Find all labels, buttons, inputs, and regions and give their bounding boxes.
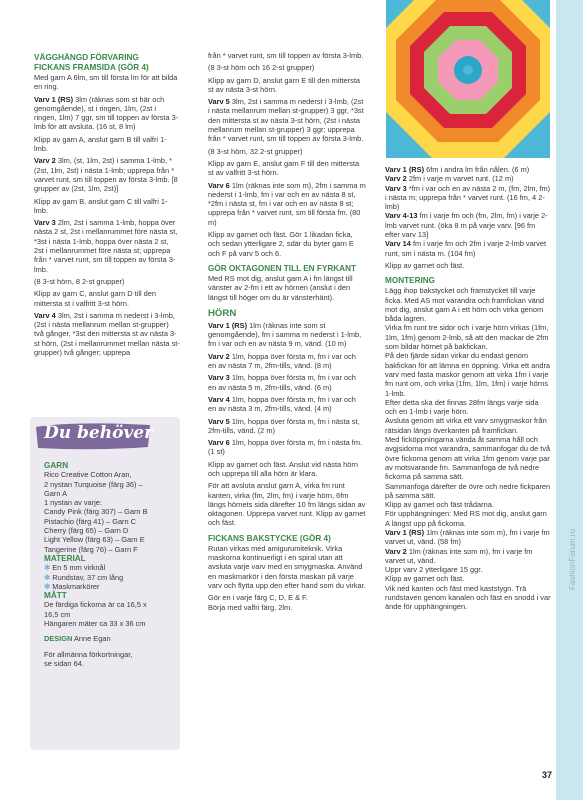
heading-corner: HÖRN [208, 307, 237, 319]
paragraph: Uppr varv 2 ytterligare 15 ggr. [385, 565, 483, 575]
bullet-icon: ✻ [44, 572, 53, 582]
round-instruction: Varv 2 2fm i varje m varvet runt. (12 m) [385, 174, 514, 184]
paragraph: Klipp av garnet och fäst. [385, 574, 465, 584]
note-line: För allmänna förkortningar, [44, 649, 133, 659]
paragraph: Klipp av garnet och fäst. Gör 1 likadan ficka, och sedan ytterligare 2, sdär du byter garn E och F på varv 5 och 6. [208, 230, 354, 258]
paragraph: För upphängningen: Med RS mot dig, anslut garn A längst upp på fickorna. [385, 509, 547, 528]
yarn-line: Light Yellow (färg 63) – Garn E [44, 535, 145, 545]
paragraph: Sammanfoga därefter de övre och nedre fickparen på samma sätt. [385, 481, 551, 500]
crochet-square-photo [386, 0, 550, 158]
column-2 [208, 51, 366, 615]
material-heading: MATERIAL [44, 553, 86, 563]
round-instruction: Varv 5 1lm, hoppa över första m, fm i nästa st, 2fm-tills, vänd. (2 m) [208, 416, 360, 435]
measurement-line: Hängaren mäter ca 33 x 36 cm [44, 619, 146, 629]
heading-octagon-to-square: GÖR OKTAGONEN TILL EN FYRKANT [208, 263, 356, 273]
yarn-line: Rico Creative Cotton Aran, [44, 470, 132, 480]
paragraph: Klipp av garn C, anslut garn D till den mittersta st i valfritt 3-st hörn. [34, 289, 157, 308]
yarn-heading: GARN [44, 461, 69, 470]
paragraph: Rutan virkas med amigurumiteknik. Virka maskorna kontinuerligt i en spiral utan att avsluta varje varv med en smygmaska. Använd en maskmarkör i den första maskan på varje varv och flytta upp den efter hand som du virkar. [208, 543, 366, 590]
watermark: FashionForum.ru [568, 529, 577, 590]
crochet-octagon-image [386, 0, 550, 158]
heading-wall-storage: VÄGGHÄNGD FÖRVARING [34, 53, 139, 62]
paragraph: (8 3-st hörn, 8 2-st grupper) [34, 276, 125, 286]
column-1 [34, 53, 180, 360]
paragraph: Klipp av garnet och fäst. [385, 260, 465, 270]
paragraph: Virka fm runt tre sidor och i varje hörn virkas (1fm, 1lm, 1fm) genom 2-lmb, så att den mackar de 2fm som bildar hörnet på bakfickan. [385, 323, 549, 352]
you-need-content [44, 461, 172, 668]
bullet-icon: ✻ [44, 563, 53, 573]
yarn-line: Cherry (färg 65) – Garn D [44, 526, 129, 536]
material-item: ✻ Maskmarkörer [44, 581, 100, 591]
round-instruction: Varv 3 *fm i var och en av nästa 2 m, (fm, 2lm, fm) i nästa m; upprepa från * varvet runt. (16 fm, 4 2-lmb) [385, 183, 551, 212]
round-instruction: Varv 1 (RS) 6fm i andra lm från nålen. (6 m) [385, 165, 530, 174]
paragraph: Avsluta genom att virka ett varv smygmaskor från rätsidan längs överkanten på framfickan. [385, 416, 547, 435]
round-instruction: Varv 3 2lm, 2st i samma 1-lmb, hoppa över nästa 2 st, 2st i mellanrummet före nästa st, *3st i nästa 1-lmb, hoppa över nästa 2 st, 2st i mellanrummet före nästa st; upprepa från * varvet runt, sm till toppen av första 3-lmb. [34, 218, 178, 274]
paragraph: Klipp av garnet och fäst. Anslut vid nästa hörn och upprepa till alla hörn är klara. [208, 459, 358, 478]
paragraph: Börja med valfri färg, 2lm. [208, 602, 293, 612]
bullet-icon: ✻ [44, 581, 53, 591]
paragraph: från * varvet runt, sm till toppen av första 3-lmb. [208, 51, 364, 60]
round-instruction: Varv 6 1lm (räknas inte som m), 2fm i samma m nederst i 1-lmb, fm i var och en av nästa 8 st, *2fm i nästa st, fm i var och en av nästa 8 st; upprepa från * varvet runt, sm till första fm. (80 m) [208, 180, 366, 227]
measurement-line: De färdiga fickorna är ca 16,5 x [44, 600, 147, 610]
paragraph: Efter detta ska det finnas 28fm längs varje sida och en 1-lmb i varje hörn. [385, 397, 539, 417]
round-instruction: Varv 4-13 fm i varje fm och (fm, 2lm, fm) i varje 2-lmb varvet runt. (öka 8 m på varje varv. [96 fm efter varv 13] [385, 211, 548, 240]
round-instruction: Varv 1 (RS) 1lm (räknas inte som m), fm i varje fm varvet ut, vänd. (58 fm) [385, 527, 550, 547]
paragraph: (8 3-st hörn och 16 2-st grupper) [208, 63, 315, 73]
design-credit: DESIGN Anne Egan [44, 634, 111, 644]
round-instruction: Varv 1 (RS) 3lm (räknas som st här och genomgående), st i ringen, 1lm, (2st i ringen, 1lm) 7 ggr, sm till toppen av första 3-lmb för att avsluta. (16 st, 8 lm) [34, 94, 179, 132]
round-instruction: Varv 5 3lm, 2st i samma m nederst i 3-lmb, (2st i nästa mellanrum mellan st-grupper) 3 ggr, *3st den mittersta st av nästa 3-st hörn, (2st i nästa mellanrum mellan st-grupper) 3 ggr; upprepa från * varvet runt, sm till toppen av första 3-lmb. [208, 97, 364, 144]
round-instruction: Varv 6 1lm, hoppa över första m, fm i nästa fm. (1 st) [208, 438, 363, 457]
yarn-line: Garn A [44, 488, 68, 498]
yarn-line: Pistachio (färg 41) – Garn C [44, 516, 137, 526]
round-instruction: Varv 4 3lm, 2st i samma m nederst i 3-lmb, (2st i nästa mellanrum mellan st-grupper) två gånger, *3st den mittersta st av nästa 3-st hörn, (2st i mellanrummet mellan nästa st-grupper) två gånger; upprepa [34, 310, 180, 358]
round-instruction: Varv 2 1lm (räknas inte som m), fm i varje fm varvet ut, vänd. [385, 546, 533, 565]
you-need-box [30, 417, 180, 750]
yarn-line: Tangerine (färg 76) – Garn F [44, 544, 138, 554]
yarn-line: 1 nystan av varje: [44, 498, 102, 508]
measurement-line: 16,5 cm [44, 609, 71, 619]
measurements-heading: MÅTT [44, 591, 67, 601]
paragraph: Med RS mot dig, anslut garn A i fm längst till vänster av 2-fm i ett av hörnen (anslut i den längst till höger om du är vänsterhänt). [208, 273, 353, 302]
you-need-title: Du behöver [44, 423, 154, 443]
paragraph: Med garn A 6lm, sm till första lm för att bilda en ring. [34, 73, 178, 92]
paragraph: Med ficköppningarna vända åt samma håll och avgjsidorna mot varandra, sammanfogar du de två övre fickorna genom att virka 1fm genom varje par av motsvarande fm. Sammanfoga de två nedre fickorna på samma sätt. [385, 435, 551, 482]
round-instruction: Varv 3 1lm, hoppa över första m, fm i var och en av nästa 5 m, 2fm-tills, vänd. (6 m) [208, 373, 356, 392]
material-item: ✻ En 5 mm virknål [44, 563, 106, 573]
yarn-line: 2 nystan Turquoise (färg 36) – [44, 479, 143, 489]
paragraph: På den fjärde sidan virkar du endast genom bakfickan för att lämna en öppning. Virka ett andra varv med fasta maskor genom att virka 1fm i varje fm runt om, och virka (1fm, 1lm, 1fm) i varje hörns 1-lmb. [385, 351, 551, 398]
paragraph: Gör en i varje färg C, D, E & F. [208, 593, 308, 603]
heading-pocket-front: FICKANS FRAMSIDA (GÖR 4) [34, 63, 149, 72]
round-instruction: Varv 1 (RS) 1lm (räknas inte som st genomgående), fm i samma m nederst i 1-lmb, fm i var och en av nästa 9 m, vänd. (10 m) [208, 320, 362, 349]
paragraph: För att avsluta anslut garn A, virka fm runt kanten, virka (fm, 2lm, fm) i varje hörn, 6fm längs hörnets sida därefter 10 fm längs sidan av oktagonen. Upprepa varvet runt. Klipp av garnet och fäst. [208, 481, 366, 528]
paragraph: Klipp av garnet och fäst trådarna. [385, 500, 494, 510]
heading-assembly: MONTERING [385, 276, 436, 286]
decorative-side-band [556, 0, 583, 800]
paragraph: Lägg ihop bakstycket och framstycket till varje ficka. Med AS mot varandra och framfickan vänd mot dig, anslut garn A i ett hörn och virka genom båda lagren. [385, 286, 544, 324]
paragraph: Vik ned kanten och fäst med kaststygn. Trä rundstaven genom kanalen och fäst en snodd i var ände för upphängningen. [385, 583, 551, 612]
paragraph: Klipp av garn E, anslut garn F till den mittersta st av valfritt 3-st hörn. [208, 158, 360, 178]
paragraph: (8 3-st hörn, 32 2-st grupper) [208, 146, 303, 156]
material-item: ✻ Rundstav, 37 cm lång [44, 572, 124, 582]
page-number: 37 [542, 770, 553, 780]
round-instruction: Varv 2 1lm, hoppa över första m, fm i var och en av nästa 7 m, 2fm-tills, vänd. (8 m) [208, 351, 356, 371]
yarn-line: Candy Pink (färg 307) – Garn B [44, 507, 148, 517]
paragraph: Klipp av garn A, anslut garn B till valfri 1-lmb. [34, 134, 167, 154]
round-instruction: Varv 2 3lm, (st, 1lm, 2st) i samma 1-lmb, *(2st, 1lm, 2st) i nästa 1-lmb; upprepa från * varvet runt, sm till toppen av första 3-lmb. [8 grupper av (2st, 1lm, 2st)] [34, 156, 178, 194]
heading-pocket-back: FICKANS BAKSTYCKE (GÖR 4) [208, 533, 331, 543]
round-instruction: Varv 4 1lm, hoppa över första m, fm i var och en av nästa 3 m, 2fm-tills, vänd. (4 m) [208, 394, 356, 414]
paragraph: Klipp av garn D, anslut garn E till den mittersta st av nästa 3-st hörn. [208, 75, 360, 94]
round-instruction: Varv 14 fm i varje fm och 2fm i varje 2-lmb varvet runt, sm i nästa m. (104 fm) [385, 239, 547, 258]
paragraph: Klipp av garn B, anslut garn C till valfri 1-lmb. [34, 196, 168, 215]
column-3 [385, 165, 551, 612]
note-line: se sidan 64. [44, 658, 84, 668]
